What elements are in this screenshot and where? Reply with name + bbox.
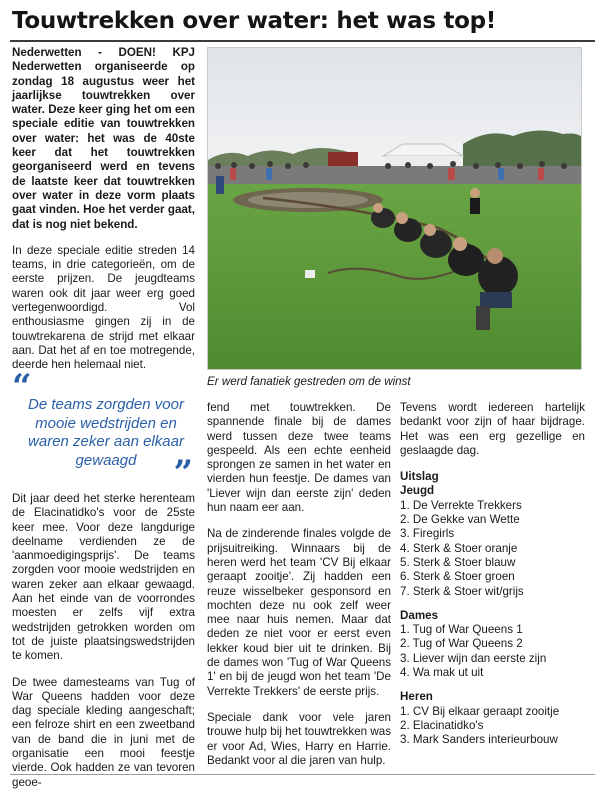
photo-caption: Er werd fanatiek gestreden om de winst bbox=[207, 375, 411, 388]
paragraph-6: Speciale dank voor vele jaren trouwe hulp bij het touwtrekken was er voor Ad, Wies, Harry en Harrie. Bedankt voor al die jaren van hulp. bbox=[207, 710, 391, 767]
paragraph-3: De twee damesteams van Tug of War Queens hadden voor deze dag speciale kleding aangeschaft; een felroze shirt en een zweetband van de band die in juni met de organisatie een mooi feestje vierde. Ook hadden ze van tevoren geoe- bbox=[12, 675, 195, 789]
close-quote-icon: ” bbox=[173, 453, 193, 493]
results-jeugd-list bbox=[400, 499, 585, 599]
list-item: 6. Sterk & Stoer groen bbox=[400, 570, 515, 584]
list-item: 3. Mark Sanders interieurbouw bbox=[400, 733, 558, 747]
paragraph-4: fend met touwtrekken. De spannende finale bij de dames werd tussen deze twee teams gespeeld. Als een echte eenheid sprongen ze samen in het water en vierden hun feestje. De dames van 'Liever wijn dan eerste zijn' deden hun naam eer aan. bbox=[207, 401, 391, 515]
results-heren-label: Heren bbox=[400, 690, 433, 704]
list-item: 4. Wa mak ut uit bbox=[400, 666, 484, 680]
list-item: 5. Sterk & Stoer blauw bbox=[400, 555, 516, 569]
bottom-rule bbox=[10, 774, 595, 775]
list-item: 7. Sterk & Stoer wit/grijs bbox=[400, 584, 524, 598]
list-item: 2. Tug of War Queens 2 bbox=[400, 637, 523, 651]
paragraph-1: In deze speciale editie streden 14 teams, in drie categorieën, om de eerste prijzen. De jeugdteams waren ook dit jaar weer erg goed vertegenwoordigd. Vol enthousiasme gingen zij in de touwtrekarena de strijd met elkaar aan. Dat het af en toe motregende, deerde hen helemaal niet. bbox=[12, 243, 195, 372]
list-item: 3. Firegirls bbox=[400, 527, 455, 541]
paragraph-2: Dit jaar deed het sterke herenteam de Elacinatidko's voor de 25ste keer mee. Voor deze langdurige deelname verdienden ze de 'aanmoedigingsprijs'. De teams zorgden voor mooie wedstrijden en waren zeker aan elkaar gewaagd. Aan het einde van de voorrondes moesten er zelfs vijf extra wedstrijden getrokken worden om tot de juiste plaatsingswedstrijden te komen. bbox=[12, 492, 195, 663]
paragraph-7: Tevens wordt iedereen hartelijk bedankt voor zijn of haar bijdrage. Het was een erg gezellige en geslaagde dag. bbox=[400, 401, 585, 457]
column-2 bbox=[207, 401, 391, 780]
column-1 bbox=[12, 46, 195, 385]
list-item: 1. Tug of War Queens 1 bbox=[400, 623, 523, 637]
results-heading: Uitslag bbox=[400, 470, 439, 484]
list-item: 3. Liever wijn dan eerste zijn bbox=[400, 651, 547, 665]
title-rule bbox=[10, 40, 595, 42]
pull-quote-text: De teams zorgden voor mooie wedstrijden en waren zeker aan elkaar gewaagd bbox=[28, 396, 184, 469]
column-3 bbox=[400, 401, 585, 758]
list-item: 1. CV Bij elkaar geraapt zooitje bbox=[400, 704, 560, 718]
article-photo bbox=[207, 47, 582, 370]
open-quote-icon: “ bbox=[12, 367, 32, 407]
pull-quote bbox=[12, 367, 195, 493]
list-item: 4. Sterk & Stoer oranje bbox=[400, 541, 518, 555]
results-jeugd-label: Jeugd bbox=[400, 484, 435, 498]
list-item: 2. Elacinatidko's bbox=[400, 718, 484, 732]
column-1-continued bbox=[12, 492, 195, 802]
paragraph-5: Na de zinderende finales volgde de prijsuitreiking. Winnaars bij de heren werd het team 'CV Bij elkaar geraapt zooitje'. Zij hadden een reuze wisselbeker gesponsord en mochten deze nu ook zelf weer mee naar huis nemen. Maar dat deden ze niet voor er eerst even lekker koud bier uit te drinken. Bij de dames won 'Tug of War Queens 1' en bij de jeugd won het team 'De Verrekte Trekkers' de eerste prijs. bbox=[207, 527, 391, 698]
article-title: Touwtrekken over water: het was top! bbox=[12, 8, 496, 34]
results-dames-list bbox=[400, 623, 585, 680]
list-item: 1. De Verrekte Trekkers bbox=[400, 498, 522, 512]
list-item: 2. De Gekke van Wette bbox=[400, 513, 520, 527]
results-dames-label: Dames bbox=[400, 608, 439, 622]
lead-paragraph: Nederwetten - DOEN! KPJ Nederwetten organiseerde op zondag 18 augustus weer het jaarlijkse touwtrekken over water. Deze keer ging het om een speciale editie van touwtrekken over water: het was de 40ste keer dat het touwtrekken georganiseerd werd en tevens de laatste keer dat touwtrekken over water in deze vorm plaats gaat vinden. Hoe het verder gaat, dat is nog niet bekend. bbox=[12, 46, 195, 231]
results-heren-list bbox=[400, 705, 585, 748]
